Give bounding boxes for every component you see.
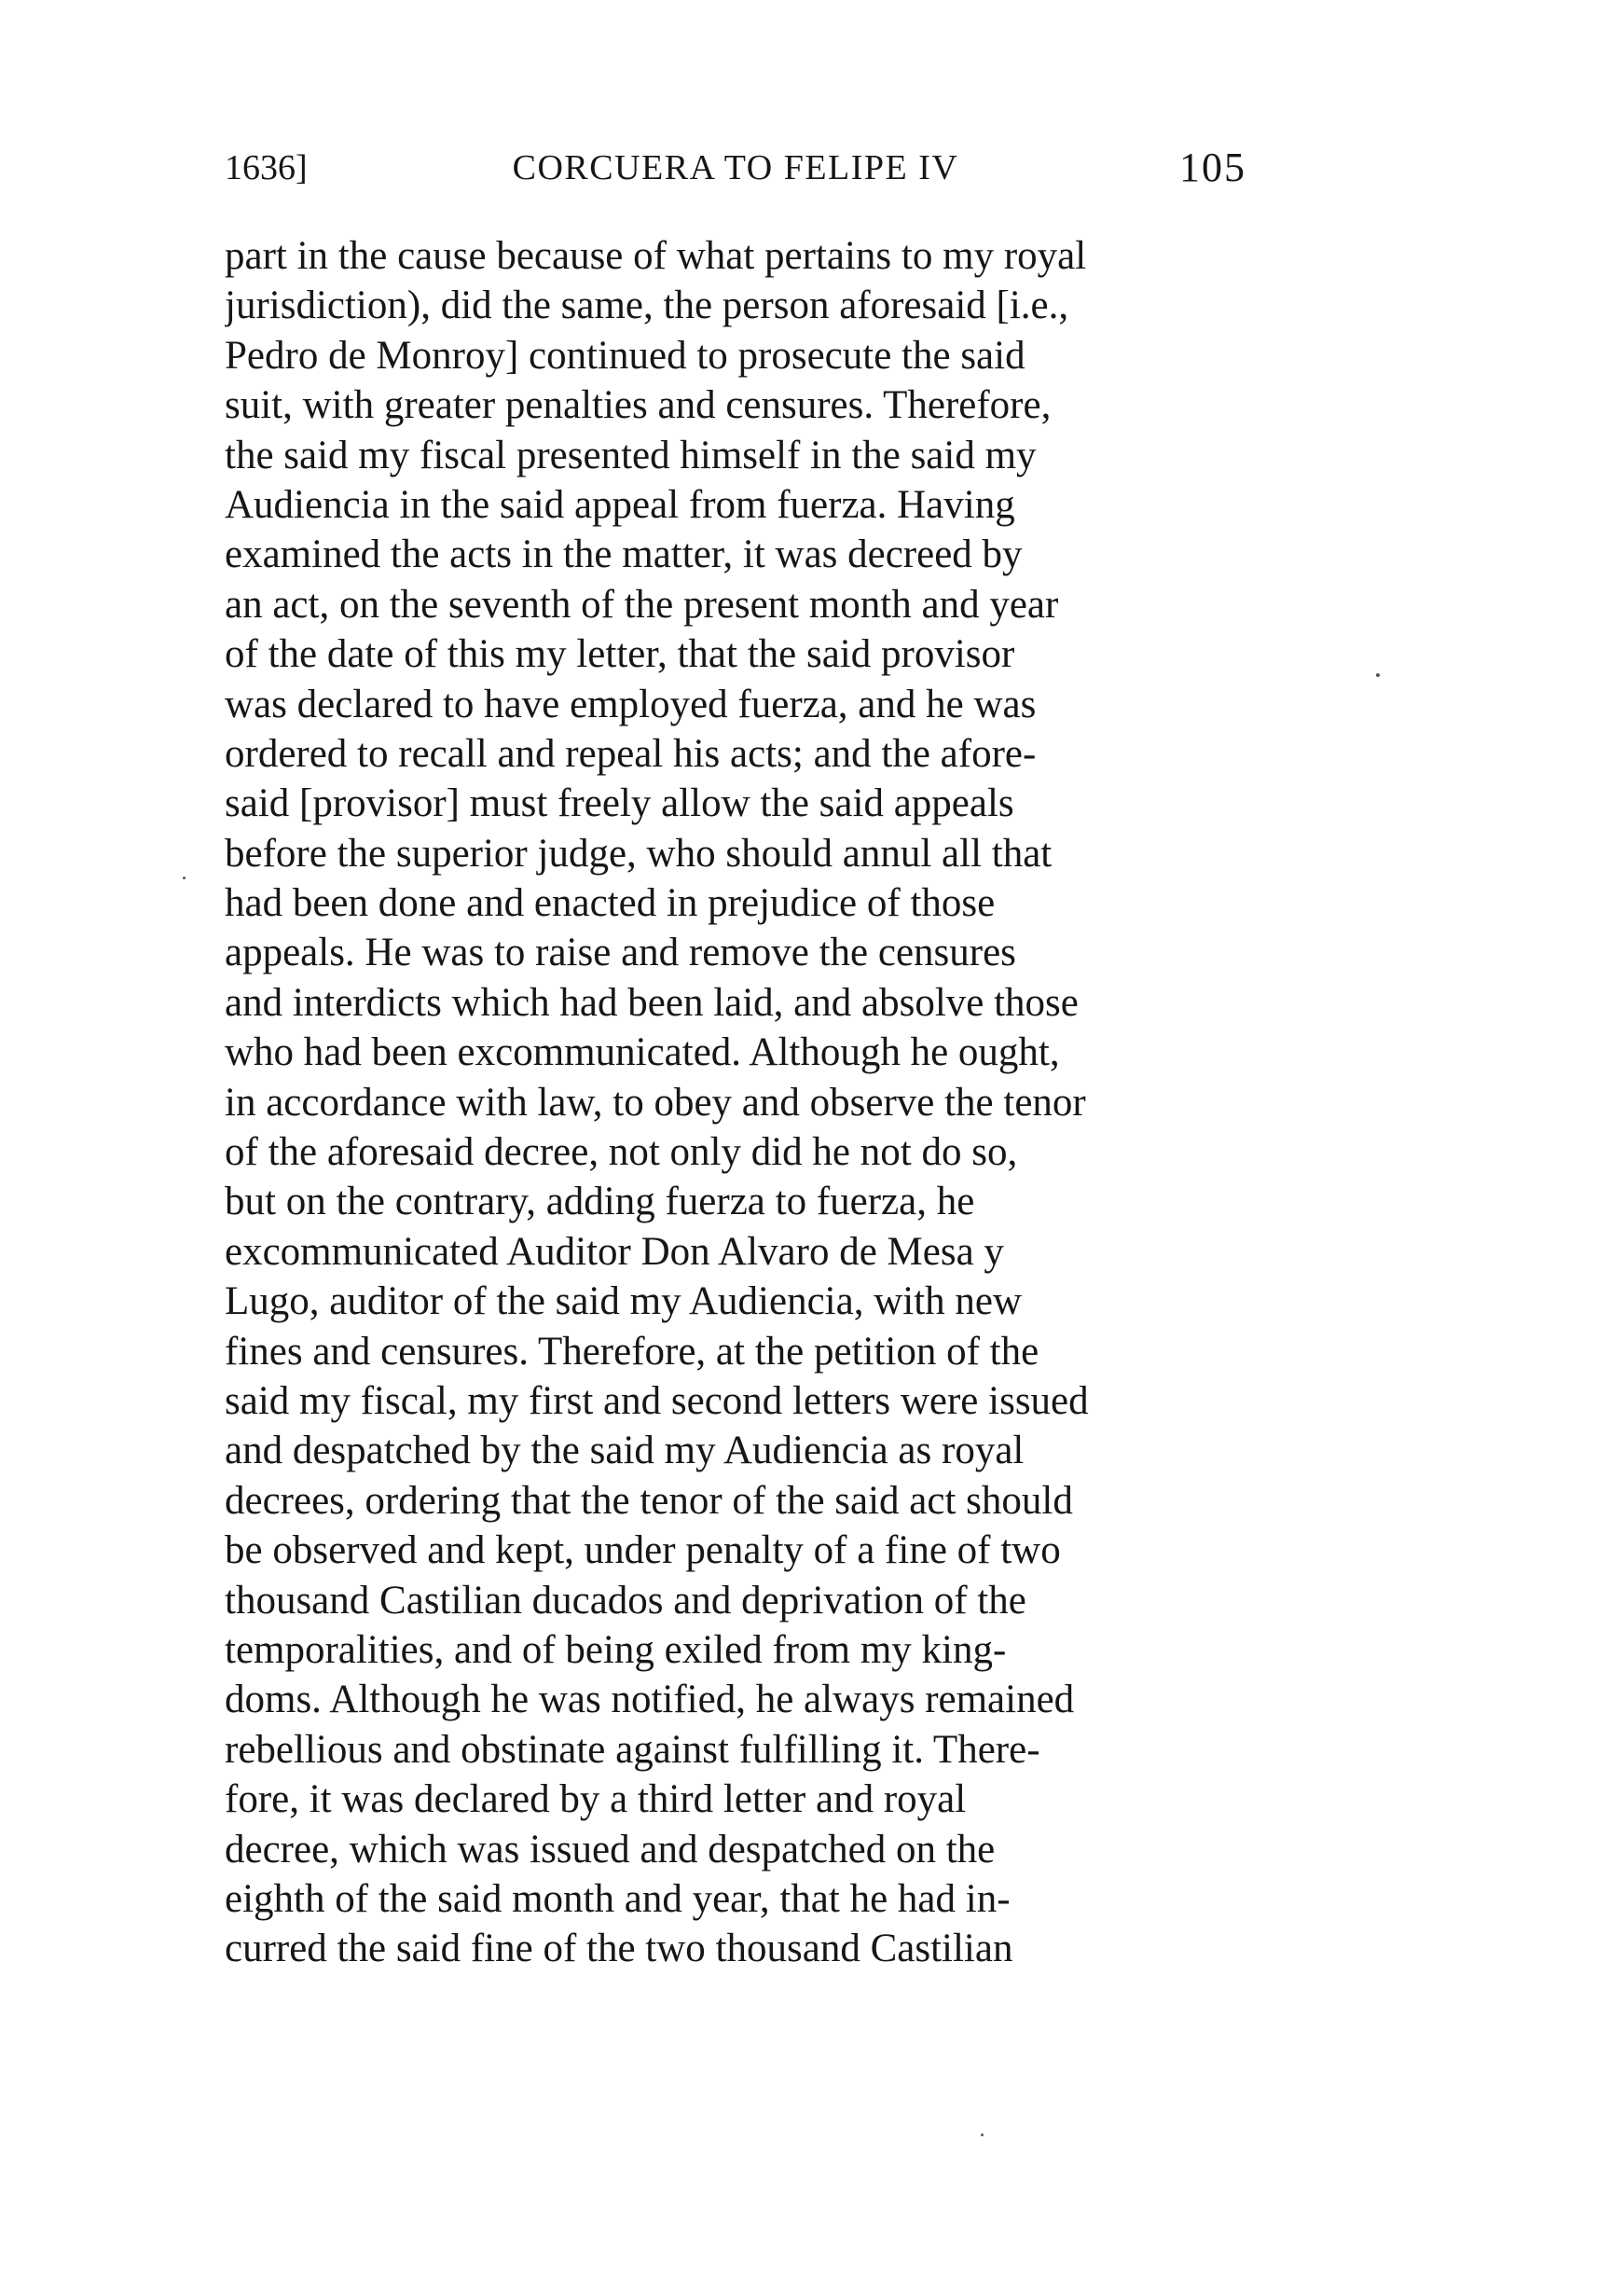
text-line: of the aforesaid decree, not only did he not do so, — [225, 1130, 1018, 1175]
page-number: 105 — [1179, 145, 1246, 190]
text-line: excommunicated Auditor Don Alvaro de Mesa y — [225, 1229, 1004, 1274]
text-line: examined the acts in the matter, it was decreed by — [225, 532, 1023, 577]
text-line: and interdicts which had been laid, and absolve those — [225, 980, 1079, 1025]
text-line: be observed and kept, under penalty of a fine of two — [225, 1528, 1061, 1573]
scan-speck — [183, 877, 186, 879]
text-line: of the date of this my letter, that the said provisor — [225, 632, 1015, 677]
text-line: decrees, ordering that the tenor of the said act should — [225, 1478, 1073, 1523]
body-text — [225, 231, 1246, 1974]
text-line: jurisdiction), did the same, the person aforesaid [i.e., — [225, 283, 1069, 328]
text-line: Lugo, auditor of the said my Audiencia, with new — [225, 1279, 1023, 1324]
text-line: had been done and enacted in prejudice of those — [225, 881, 996, 926]
text-line: fore, it was declared by a third letter and royal — [225, 1777, 967, 1822]
text-line: curred the said fine of the two thousand Castilian — [225, 1927, 1013, 1971]
text-line: was declared to have employed fuerza, and he was — [225, 682, 1037, 726]
text-line: in accordance with law, to obey and observe the tenor — [225, 1080, 1086, 1125]
text-line: fines and censures. Therefore, at the petition of the — [225, 1329, 1039, 1374]
text-line: an act, on the seventh of the present month and year — [225, 582, 1059, 627]
text-line: appeals. He was to raise and remove the censures — [225, 931, 1016, 975]
text-line: ordered to recall and repeal his acts; and the afore- — [225, 731, 1037, 776]
header-year: 1636] — [225, 148, 308, 187]
text-line: the said my fiscal presented himself in the said my — [225, 433, 1037, 477]
text-line: but on the contrary, adding fuerza to fuerza, he — [225, 1180, 975, 1224]
text-line: temporalities, and of being exiled from my king- — [225, 1627, 1007, 1672]
text-line: and despatched by the said my Audiencia as royal — [225, 1429, 1025, 1473]
text-line: eighth of the said month and year, that he had in- — [225, 1876, 1011, 1921]
text-line: said [provisor] must freely allow the said appeals — [225, 781, 1014, 826]
text-line: who had been excommunicated. Although he ought, — [225, 1030, 1060, 1075]
scan-speck — [1376, 673, 1380, 677]
text-line: suit, with greater penalties and censures. Therefore, — [225, 383, 1052, 428]
scan-speck — [981, 2134, 984, 2136]
text-line: before the superior judge, who should annul all that — [225, 831, 1053, 876]
text-line: Audiencia in the said appeal from fuerza. Having — [225, 482, 1015, 527]
running-head — [225, 140, 1246, 196]
text-line: said my fiscal, my first and second letters were issued — [225, 1378, 1089, 1423]
text-line: rebellious and obstinate against fulfilling it. There- — [225, 1727, 1040, 1772]
text-line: part in the cause because of what pertains to my royal — [225, 234, 1087, 278]
text-line: decree, which was issued and despatched on the — [225, 1827, 996, 1872]
text-line: doms. Although he was notified, he always remained — [225, 1678, 1075, 1722]
header-title: CORCUERA TO FELIPE IV — [512, 148, 959, 187]
text-line: thousand Castilian ducados and deprivation of the — [225, 1578, 1026, 1623]
text-line: Pedro de Monroy] continued to prosecute the said — [225, 333, 1025, 378]
